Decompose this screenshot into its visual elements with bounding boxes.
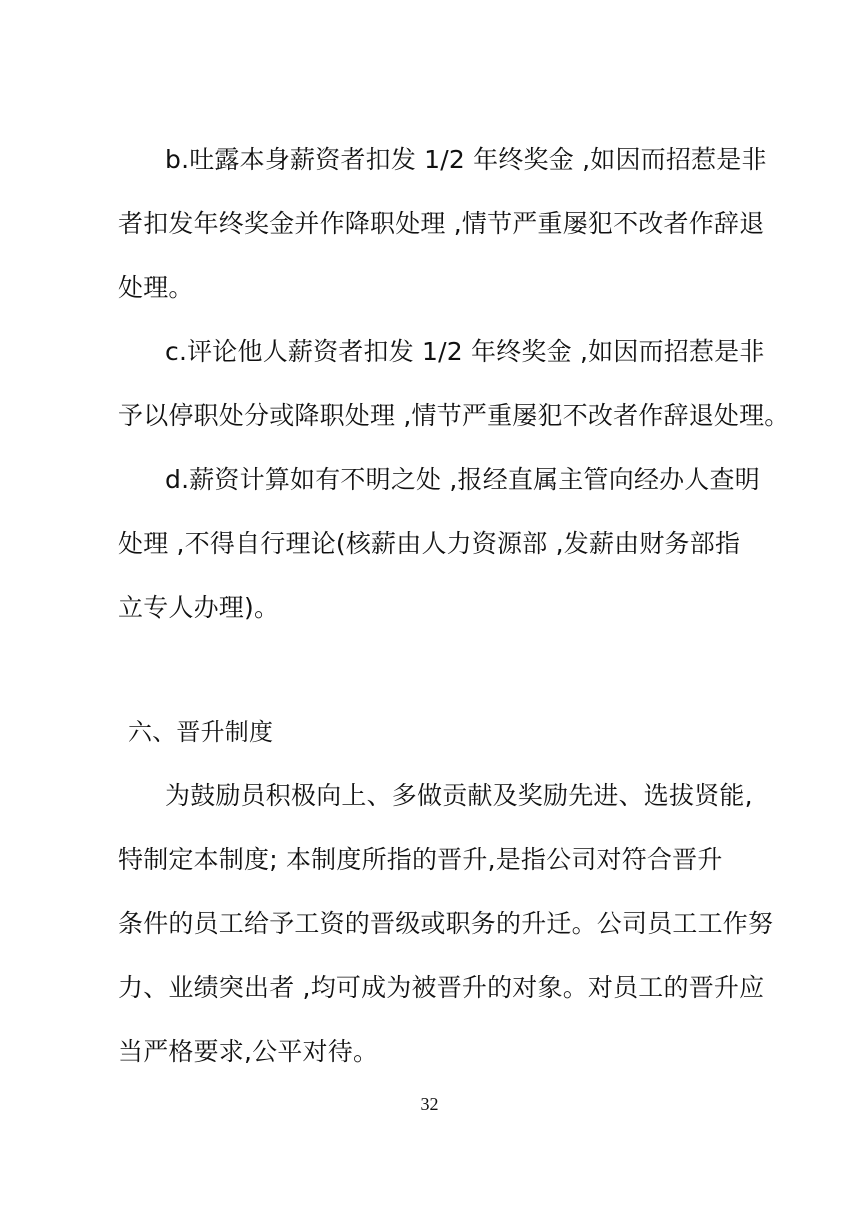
paragraph-d-line-2: 处理 ,不得自行理论(核薪由人力资源部 ,发薪由财务部指 xyxy=(118,529,741,558)
paragraph-c-line-2: 予以停职处分或降职处理 ,情节严重屡犯不改者作辞退处理。 xyxy=(118,401,790,430)
section-heading: 六、晋升制度 xyxy=(128,718,274,746)
paragraph-c-line-1: c.评论他人薪资者扣发 1/2 年终奖金 ,如因而招惹是非 xyxy=(165,337,765,366)
promotion-paragraph-line-3: 条件的员工给予工资的晋级或职务的升迁。公司员工工作努 xyxy=(118,909,774,938)
promotion-paragraph-line-2: 特制定本制度; 本制度所指的晋升,是指公司对符合晋升 xyxy=(118,845,723,874)
page-number: 32 xyxy=(420,1094,439,1114)
promotion-paragraph-line-4: 力、业绩突出者 ,均可成为被晋升的对象。对员工的晋升应 xyxy=(118,973,765,1002)
paragraph-d-line-1: d.薪资计算如有不明之处 ,报经直属主管向经办人查明 xyxy=(165,465,760,494)
paragraph-b-line-2: 者扣发年终奖金并作降职处理 ,情节严重屡犯不改者作辞退 xyxy=(118,209,765,238)
paragraph-b-line-3: 处理。 xyxy=(118,273,194,302)
promotion-paragraph-line-1: 为鼓励员积极向上、多做贡献及奖励先进、选拔贤能, xyxy=(165,781,753,810)
paragraph-d-line-3: 立专人办理)。 xyxy=(118,593,280,622)
paragraph-b-line-1: b.吐露本身薪资者扣发 1/2 年终奖金 ,如因而招惹是非 xyxy=(165,145,767,174)
promotion-paragraph-line-5: 当严格要求,公平对待。 xyxy=(118,1037,379,1066)
